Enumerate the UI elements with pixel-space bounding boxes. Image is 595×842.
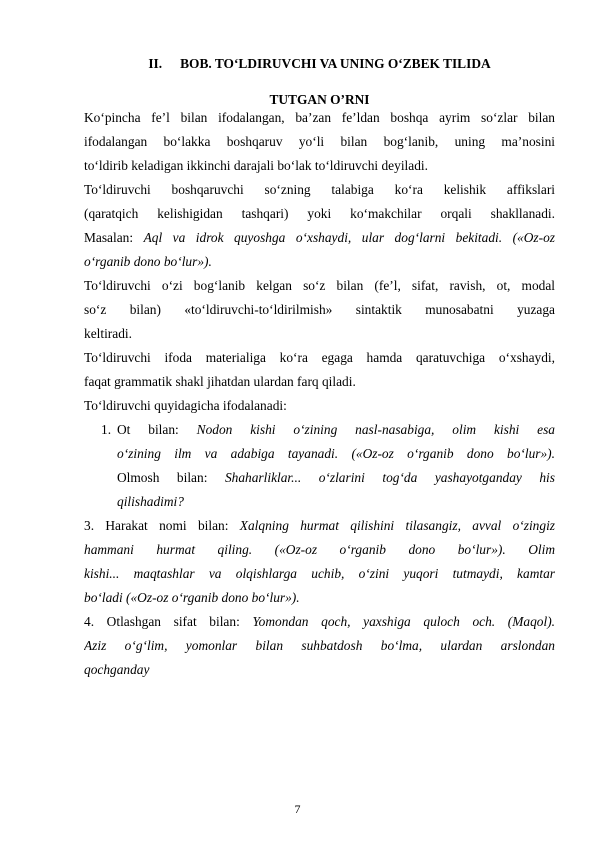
example-text: kishi... maqtashlar va olqishlarga uchib, o‘zini yuqori tutmaydi, kamtar (84, 566, 555, 581)
chapter-title-line2: TUTGAN O’RNI (269, 92, 370, 107)
text-line: To‘ldiruvchi boshqaruvchi so‘zning talabiga ko‘ra kelishik affikslari (84, 182, 555, 197)
item-label: Ot bilan: (117, 422, 197, 437)
example-text: Shaharliklar... o‘zlarini tog‘da yashayotganday his (224, 470, 555, 485)
list-item-noun (117, 418, 555, 514)
chapter-heading (84, 52, 555, 76)
text-line (84, 610, 555, 634)
paragraph-relation (84, 274, 555, 346)
text-line: To‘ldiruvchi quyidagicha ifodalanadi: (84, 398, 287, 413)
example-text: bo‘ladi («Oz-oz o‘rganib dono bo‘lur»). (84, 590, 300, 605)
list-item-number: 1. (101, 422, 112, 437)
example-text: Xalqning hurmat qilishini tilasangiz, avval o‘zingiz (239, 518, 555, 533)
text-line (84, 514, 555, 538)
list-item-verbal-noun (84, 514, 555, 610)
text-line: keltiradi. (84, 326, 132, 341)
item-label: Olmosh bilan: (117, 470, 225, 485)
text-line: To‘ldiruvchi o‘zi bog‘lanib kelgan so‘z bilan (fe’l, sifat, ravish, ot, modal (84, 278, 555, 293)
item-label: 3. Harakat nomi bilan: (84, 518, 240, 533)
example-text: qilishadimi? (117, 494, 184, 509)
text-line: Ko‘pincha fe’l bilan ifodalangan, ba’zan fe’ldan boshqa ayrim so‘zlar bilan (84, 110, 555, 125)
example-text: Aql va idrok quyoshga o‘xshaydi, ular dog‘larni bekitadi. («Oz-oz (143, 230, 555, 245)
example-text: o‘zining ilm va adabiga tayanadi. («Oz-oz o‘rganib dono bo‘lur»). (117, 446, 555, 461)
example-text: Aziz o‘g‘lim, yomonlar bilan suhbatdosh bo‘lma, ulardan arslondan (84, 638, 555, 653)
list-item-substantivized-adjective (84, 610, 555, 682)
paragraph-list-intro (84, 394, 555, 418)
text-line: To‘ldiruvchi ifoda materialiga ko‘ra egaga hamda qaratuvchiga o‘xshaydi, (84, 350, 555, 365)
example-text: o‘rganib dono bo‘lur»). (84, 254, 212, 269)
text-line: so‘z bilan) «to‘ldiruvchi-to‘ldirilmish» sintaktik munosabatni yuzaga (84, 302, 555, 317)
example-text: Yomondan qoch, yaxshiga quloch och. (Maqol). (252, 614, 555, 629)
example-text: qochganday (84, 662, 150, 677)
paragraph-forms (84, 178, 555, 274)
text-line: to‘ldirib keladigan ikkinchi darajali bo‘lak to‘ldiruvchi deyiladi. (84, 158, 428, 173)
item-label: 4. Otlashgan sifat bilan: (84, 614, 253, 629)
text-line: (qaratqich kelishigidan tashqari) yoki ko‘makchilar orqali shakllanadi. (84, 206, 555, 221)
text-line: ifodalangan bo‘lakka boshqaruv yo‘li bilan bog‘lanib, uning ma’nosini (84, 134, 555, 149)
chapter-number: II. (148, 56, 163, 71)
paragraph-material (84, 346, 555, 394)
example-label: Masalan: (84, 230, 144, 245)
text-line (84, 226, 555, 250)
text-line (117, 466, 555, 490)
text-line: faqat grammatik shakl jihatdan ulardan farq qiladi. (84, 374, 356, 389)
text-line (117, 418, 555, 442)
page-number: 7 (294, 802, 301, 816)
paragraph-definition (84, 106, 555, 178)
example-text: hammani hurmat qiling. («Oz-oz o‘rganib dono bo‘lur»). Olim (84, 542, 555, 557)
example-text: Nodon kishi o‘zining nasl-nasabiga, olim kishi esa (196, 422, 555, 437)
chapter-title-line1: BOB. TO‘LDIRUVCHI VA UNING O‘ZBEK TILIDA (180, 56, 491, 71)
